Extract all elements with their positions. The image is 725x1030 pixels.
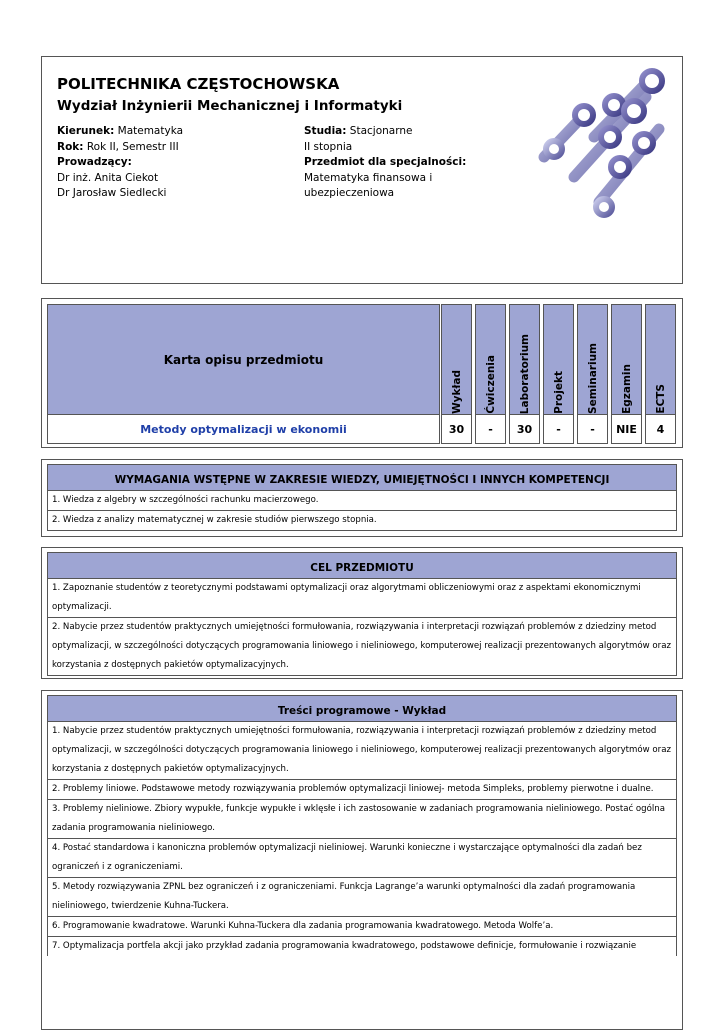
lecturer-1: Dr inż. Anita Ciekot xyxy=(57,171,159,184)
prerequisites-section xyxy=(41,459,683,537)
studia-label: Studia: xyxy=(304,125,347,137)
program-item: 1. Nabycie przez studentów praktycznych umiejętności formułowania, rozwiązywania i interpretacji rozwiązań problemów z dziedziny metod optymalizacji, w szczególności dotyczących programowania liniowego i nieliniowego, komputerowej realizacji prezentowanych algorytmów oraz korzystania z dostępnych pakietów optymalizacyjnych. xyxy=(47,722,677,780)
kierunek-value: Matematyka xyxy=(114,125,184,137)
objective-item: 1. Zapoznanie studentów z teoretycznymi podstawami optymalizacji oraz algorytmami obliczeniowymi oraz z aspektami ekonomicznymi optymalizacji. xyxy=(47,579,677,618)
studia-value: Stacjonarne xyxy=(346,125,413,137)
rok-label: Rok: xyxy=(57,140,84,153)
prerequisites-title: WYMAGANIA WSTĘPNE W ZAKRESIE WIEDZY, UMIEJĘTNOŚCI I INNYCH KOMPETENCJI xyxy=(47,464,677,491)
program-item: 6. Programowanie kwadratowe. Warunki Kuhna-Tuckera dla zadania programowania kwadratowego. Metoda Wolfe’a. xyxy=(47,917,677,937)
rok-value: Rok II, Semestr III xyxy=(83,140,179,153)
value-wyklad: 30 xyxy=(441,414,472,444)
card-title: Karta opisu przedmiotu xyxy=(47,304,440,415)
prerequisite-item: 2. Wiedza z analizy matematycznej w zakresie studiów pierwszego stopnia. xyxy=(47,511,677,531)
faculty-name: Wydział Inżynierii Mechanicznej i Informatyki xyxy=(57,98,403,114)
university-name: POLITECHNIKA CZĘSTOCHOWSKA xyxy=(57,75,340,93)
value-ects: 4 xyxy=(645,414,676,444)
specialization-1: Matematyka finansowa i xyxy=(304,171,433,184)
course-info-right xyxy=(304,124,466,202)
col-header-projekt: Projekt xyxy=(543,304,574,415)
col-header-seminarium: Seminarium xyxy=(577,304,608,415)
value-projekt: - xyxy=(543,414,574,444)
program-item: 4. Postać standardowa i kanoniczna problemów optymalizacji nieliniowej. Warunki konieczne i wystarczające optymalności dla zadań bez ograniczeń i z ograniczeniami. xyxy=(47,839,677,878)
prowadzacy-label: Prowadzący: xyxy=(57,156,132,168)
program-content-section xyxy=(41,690,683,1030)
col-header-cwiczenia: Ćwiczenia xyxy=(475,304,506,415)
przedmiot-label: Przedmiot dla specjalności: xyxy=(304,156,467,168)
value-egzamin: NIE xyxy=(611,414,642,444)
objective-title: CEL PRZEDMIOTU xyxy=(47,552,677,579)
program-item: 5. Metody rozwiązywania ZPNL bez ograniczeń i z ograniczeniami. Funkcja Lagrange’a warunki optymalności dla zadań programowania nieliniowego, twierdzenie Kuhna-Tuckera. xyxy=(47,878,677,917)
program-item: 3. Problemy nieliniowe. Zbiory wypukłe, funkcje wypukłe i wklęsłe i ich zastosowanie w zadaniach programowania nieliniowego. Postać ogólna zadania programowania nieliniowego. xyxy=(47,800,677,839)
value-cwiczenia: - xyxy=(475,414,506,444)
program-item: 2. Problemy liniowe. Podstawowe metody rozwiązywania problemów optymalizacji liniowej- metoda Simpleks, problemy pierwotne i dualne. xyxy=(47,780,677,800)
subject-name: Metody optymalizacji w ekonomii xyxy=(47,414,440,444)
col-header-ects: ECTS xyxy=(645,304,676,415)
chain-logo xyxy=(534,67,674,222)
col-header-laboratorium: Laboratorium xyxy=(509,304,540,415)
col-header-wyklad: Wykład xyxy=(441,304,472,415)
value-seminarium: - xyxy=(577,414,608,444)
program-item: 7. Optymalizacja portfela akcji jako przykład zadania programowania kwadratowego, podstawowe definicje, formułowanie i rozwiązanie xyxy=(47,937,677,956)
course-info-left xyxy=(57,124,183,202)
objective-item: 2. Nabycie przez studentów praktycznych umiejętności formułowania, rozwiązywania i interpretacji rozwiązań problemów z dziedziny metod optymalizacji, w szczególności dotyczących programowania liniowego i nieliniowego, komputerowej realizacji prezentowanych algorytmów oraz korzystania z dostępnych pakietów optymalizacyjnych. xyxy=(47,618,677,676)
degree-level: II stopnia xyxy=(304,140,353,153)
course-card-table xyxy=(41,298,683,448)
value-laboratorium: 30 xyxy=(509,414,540,444)
program-content-title: Treści programowe - Wykład xyxy=(47,695,677,722)
header-panel xyxy=(41,56,683,284)
prerequisite-item: 1. Wiedza z algebry w szczególności rachunku macierzowego. xyxy=(47,491,677,511)
objective-section xyxy=(41,547,683,679)
specialization-2: ubezpieczeniowa xyxy=(304,187,395,199)
kierunek-label: Kierunek: xyxy=(57,125,115,137)
lecturer-2: Dr Jarosław Siedlecki xyxy=(57,187,167,199)
col-header-egzamin: Egzamin xyxy=(611,304,642,415)
